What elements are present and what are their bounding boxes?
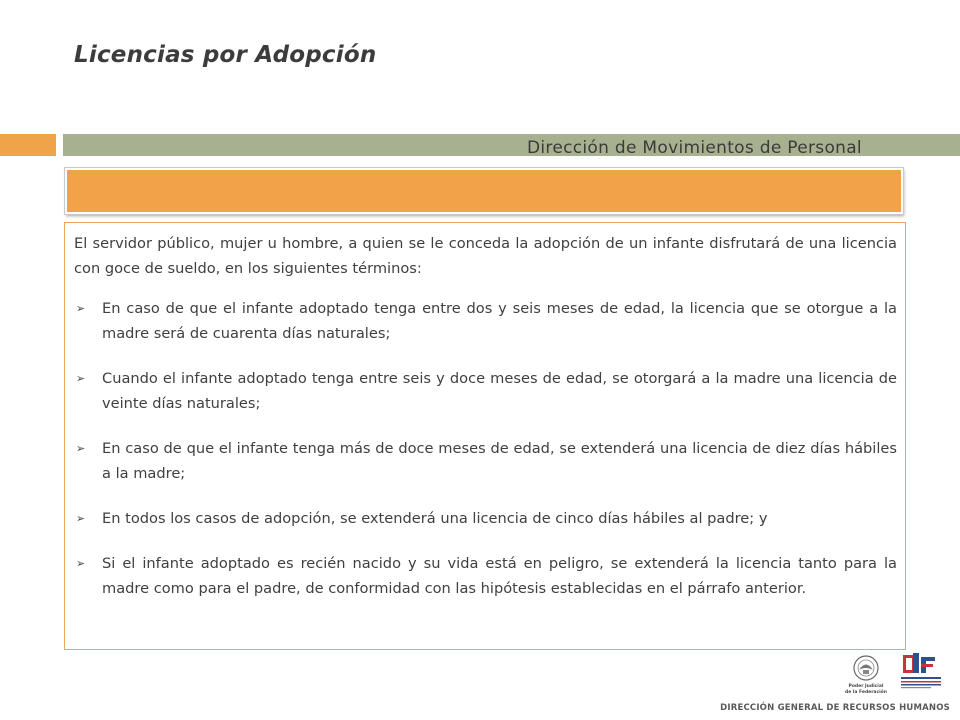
list-item bbox=[74, 296, 897, 346]
list-item-text: Cuando el infante adoptado tenga entre seis y doce meses de edad, se otorgará a la madre una licencia de veinte días naturales; bbox=[102, 370, 897, 412]
arrow-bullet-icon: ➢ bbox=[76, 557, 86, 570]
accent-block bbox=[0, 134, 56, 156]
footer-logos bbox=[845, 653, 955, 703]
orange-banner bbox=[65, 168, 903, 214]
list-item bbox=[74, 551, 897, 601]
list-item bbox=[74, 506, 897, 531]
arrow-bullet-icon: ➢ bbox=[76, 302, 86, 315]
page-title: Licencias por Adopción bbox=[74, 42, 377, 68]
svg-text:Poder Judicial: Poder Judicial bbox=[848, 684, 884, 689]
intro-paragraph: El servidor público, mujer u hombre, a quien se le conceda la adopción de un infante disfrutará de una licencia con goce de sueldo, en los siguientes términos: bbox=[74, 235, 897, 277]
terms-list bbox=[74, 296, 897, 601]
footer-department: DIRECCIÓN GENERAL DE RECURSOS HUMANOS bbox=[720, 703, 950, 713]
arrow-bullet-icon: ➢ bbox=[76, 372, 86, 385]
list-item-text: Si el infante adoptado es recién nacido y su vida está en peligro, se extenderá la licencia tanto para la madre como para el padre, de conformidad con las hipótesis establecidas en el párrafo anterior. bbox=[102, 555, 897, 597]
list-item-text: En todos los casos de adopción, se extenderá una licencia de cinco días hábiles al padre; y bbox=[102, 510, 768, 527]
list-item bbox=[74, 436, 897, 486]
cjf-logo-icon bbox=[901, 653, 941, 688]
list-item bbox=[74, 366, 897, 416]
list-item-text: En caso de que el infante adoptado tenga entre dos y seis meses de edad, la licencia que se otorgue a la madre será de cuarenta días naturales; bbox=[102, 300, 897, 342]
poder-judicial-seal-icon bbox=[845, 656, 887, 695]
content-box bbox=[64, 222, 906, 650]
arrow-bullet-icon: ➢ bbox=[76, 442, 86, 455]
institution-logos-icon bbox=[845, 653, 955, 703]
svg-text:de la Federación: de la Federación bbox=[845, 690, 887, 695]
page-subtitle: Dirección de Movimientos de Personal bbox=[527, 138, 862, 158]
arrow-bullet-icon: ➢ bbox=[76, 512, 86, 525]
list-item-text: En caso de que el infante tenga más de doce meses de edad, se extenderá una licencia de diez días hábiles a la madre; bbox=[102, 440, 897, 482]
